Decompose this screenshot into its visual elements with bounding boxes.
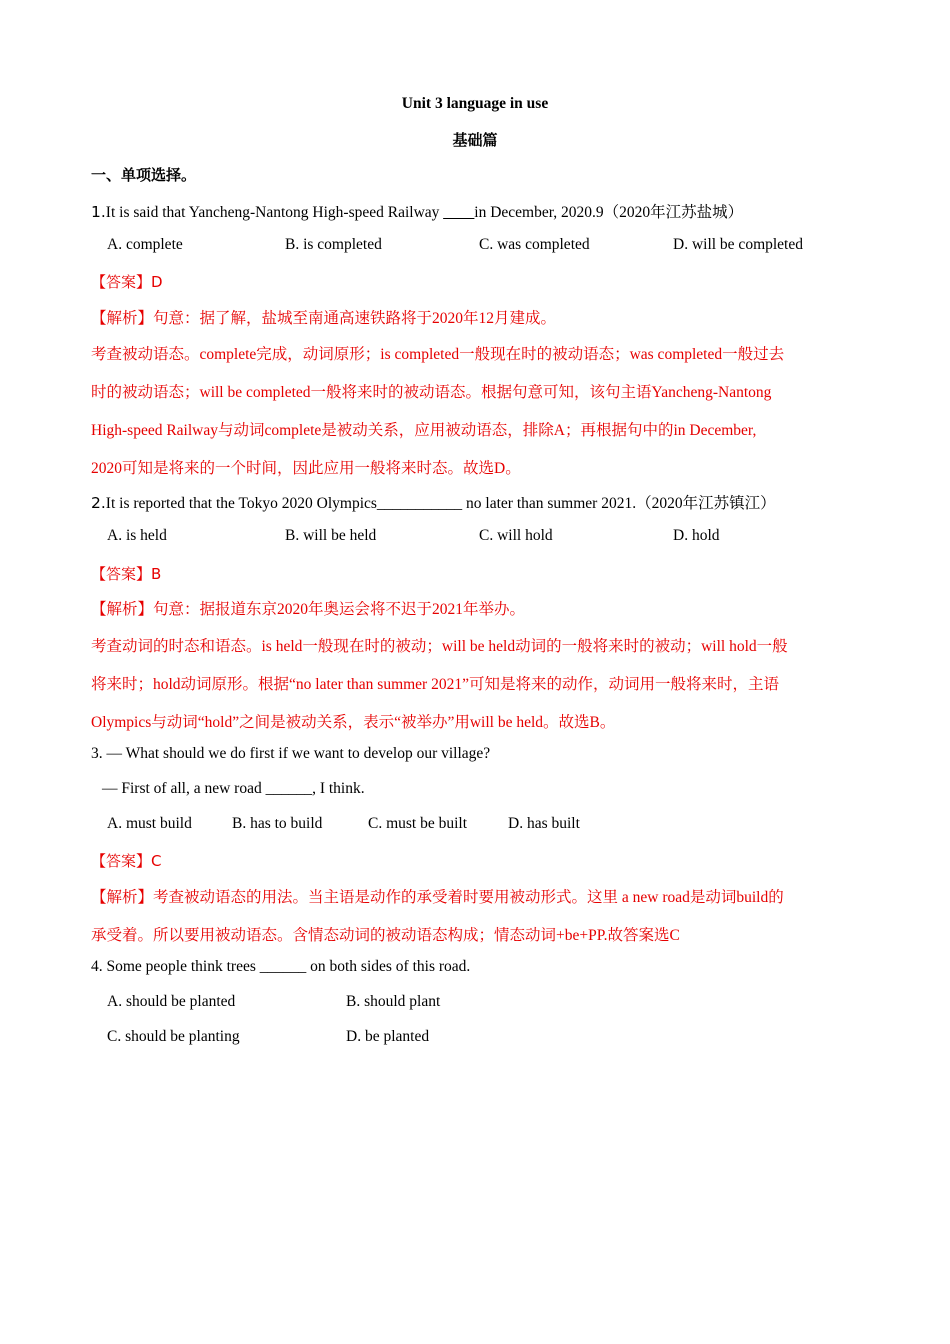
- question-3-option-d: D. has built: [508, 815, 580, 832]
- question-1-analysis-line: 考查被动语态。complete完成，动词原形；is completed一般现在时的被动语态；was completed一般过去: [91, 346, 785, 363]
- section-heading: 一、单项选择。: [91, 166, 197, 184]
- question-2-analysis-line: 考查动词的时态和语态。is held一般现在时的被动；will be held动词的一般将来时的被动；will hold一般: [91, 638, 788, 655]
- question-4-option-c: C. should be planting: [107, 1028, 240, 1045]
- question-2-analysis-line: Olympics与动词“hold”之间是被动关系，表示“被举办”用will be held。故选B。: [91, 714, 616, 731]
- question-1-option-b: B. is completed: [285, 236, 382, 253]
- question-3-analysis-line: 【解析】考查被动语态的用法。当主语是动作的承受着时要用被动形式。这里 a new road是动词build的: [91, 889, 784, 906]
- question-1-analysis-line: 2020可知是将来的一个时间，因此应用一般将来时态。故选D。: [91, 460, 521, 477]
- question-1-analysis-line: High-speed Railway与动词complete是被动关系，应用被动语态，排除A；再根据句中的in December,: [91, 422, 757, 439]
- question-1-analysis-line: 时的被动语态；will be completed一般将来时的被动语态。根据句意可知，该句主语Yancheng-Nantong: [91, 384, 772, 401]
- question-2-option-b: B. will be held: [285, 527, 377, 544]
- question-4-stem: 4. Some people think trees ______ on both sides of this road.: [91, 958, 471, 975]
- question-3-option-b: B. has to build: [232, 815, 323, 832]
- question-1-stem: 1.It is said that Yancheng-Nantong High-speed Railway ____in December, 2020.9（2020年江苏盐城）: [91, 203, 744, 221]
- question-4-option-d: D. be planted: [346, 1028, 430, 1045]
- question-4-option-b: B. should plant: [346, 993, 441, 1010]
- question-1-analysis-line: 【解析】句意：据了解，盐城至南通高速铁路将于2020年12月建成。: [91, 310, 557, 327]
- question-2-analysis-line: 将来时；hold动词原形。根据“no later than summer 2021”可知是将来的动作，动词用一般将来时，主语: [91, 676, 779, 693]
- question-1-answer: 【答案】D: [91, 273, 163, 291]
- question-1-option-c: C. was completed: [479, 236, 590, 253]
- question-3-analysis-line: 承受着。所以要用被动语态。含情态动词的被动语态构成；情态动词+be+PP.故答案选C: [91, 927, 680, 944]
- question-3-option-a: A. must build: [107, 815, 192, 832]
- question-2-analysis-line: 【解析】句意：据报道东京2020年奥运会将不迟于2021年举办。: [91, 601, 526, 618]
- question-3-stem-reply: — First of all, a new road ______, I think.: [102, 780, 365, 797]
- question-1-option-d: D. will be completed: [673, 236, 803, 253]
- question-3-option-c: C. must be built: [368, 815, 468, 832]
- page-title: Unit 3 language in use: [401, 95, 549, 112]
- question-2-option-a: A. is held: [107, 527, 167, 544]
- question-3-stem: 3. — What should we do first if we want to develop our village?: [91, 745, 491, 762]
- question-2-option-c: C. will hold: [479, 527, 553, 544]
- question-4-option-a: A. should be planted: [107, 993, 236, 1010]
- question-2-answer: 【答案】B: [91, 565, 162, 583]
- question-2-stem: 2.It is reported that the Tokyo 2020 Olympics___________ no later than summer 2021.（2020年江苏镇江）: [91, 494, 776, 512]
- question-3-answer: 【答案】C: [91, 852, 162, 870]
- page-subtitle: 基础篇: [452, 131, 498, 149]
- question-1-option-a: A. complete: [107, 236, 183, 253]
- question-2-option-d: D. hold: [673, 527, 720, 544]
